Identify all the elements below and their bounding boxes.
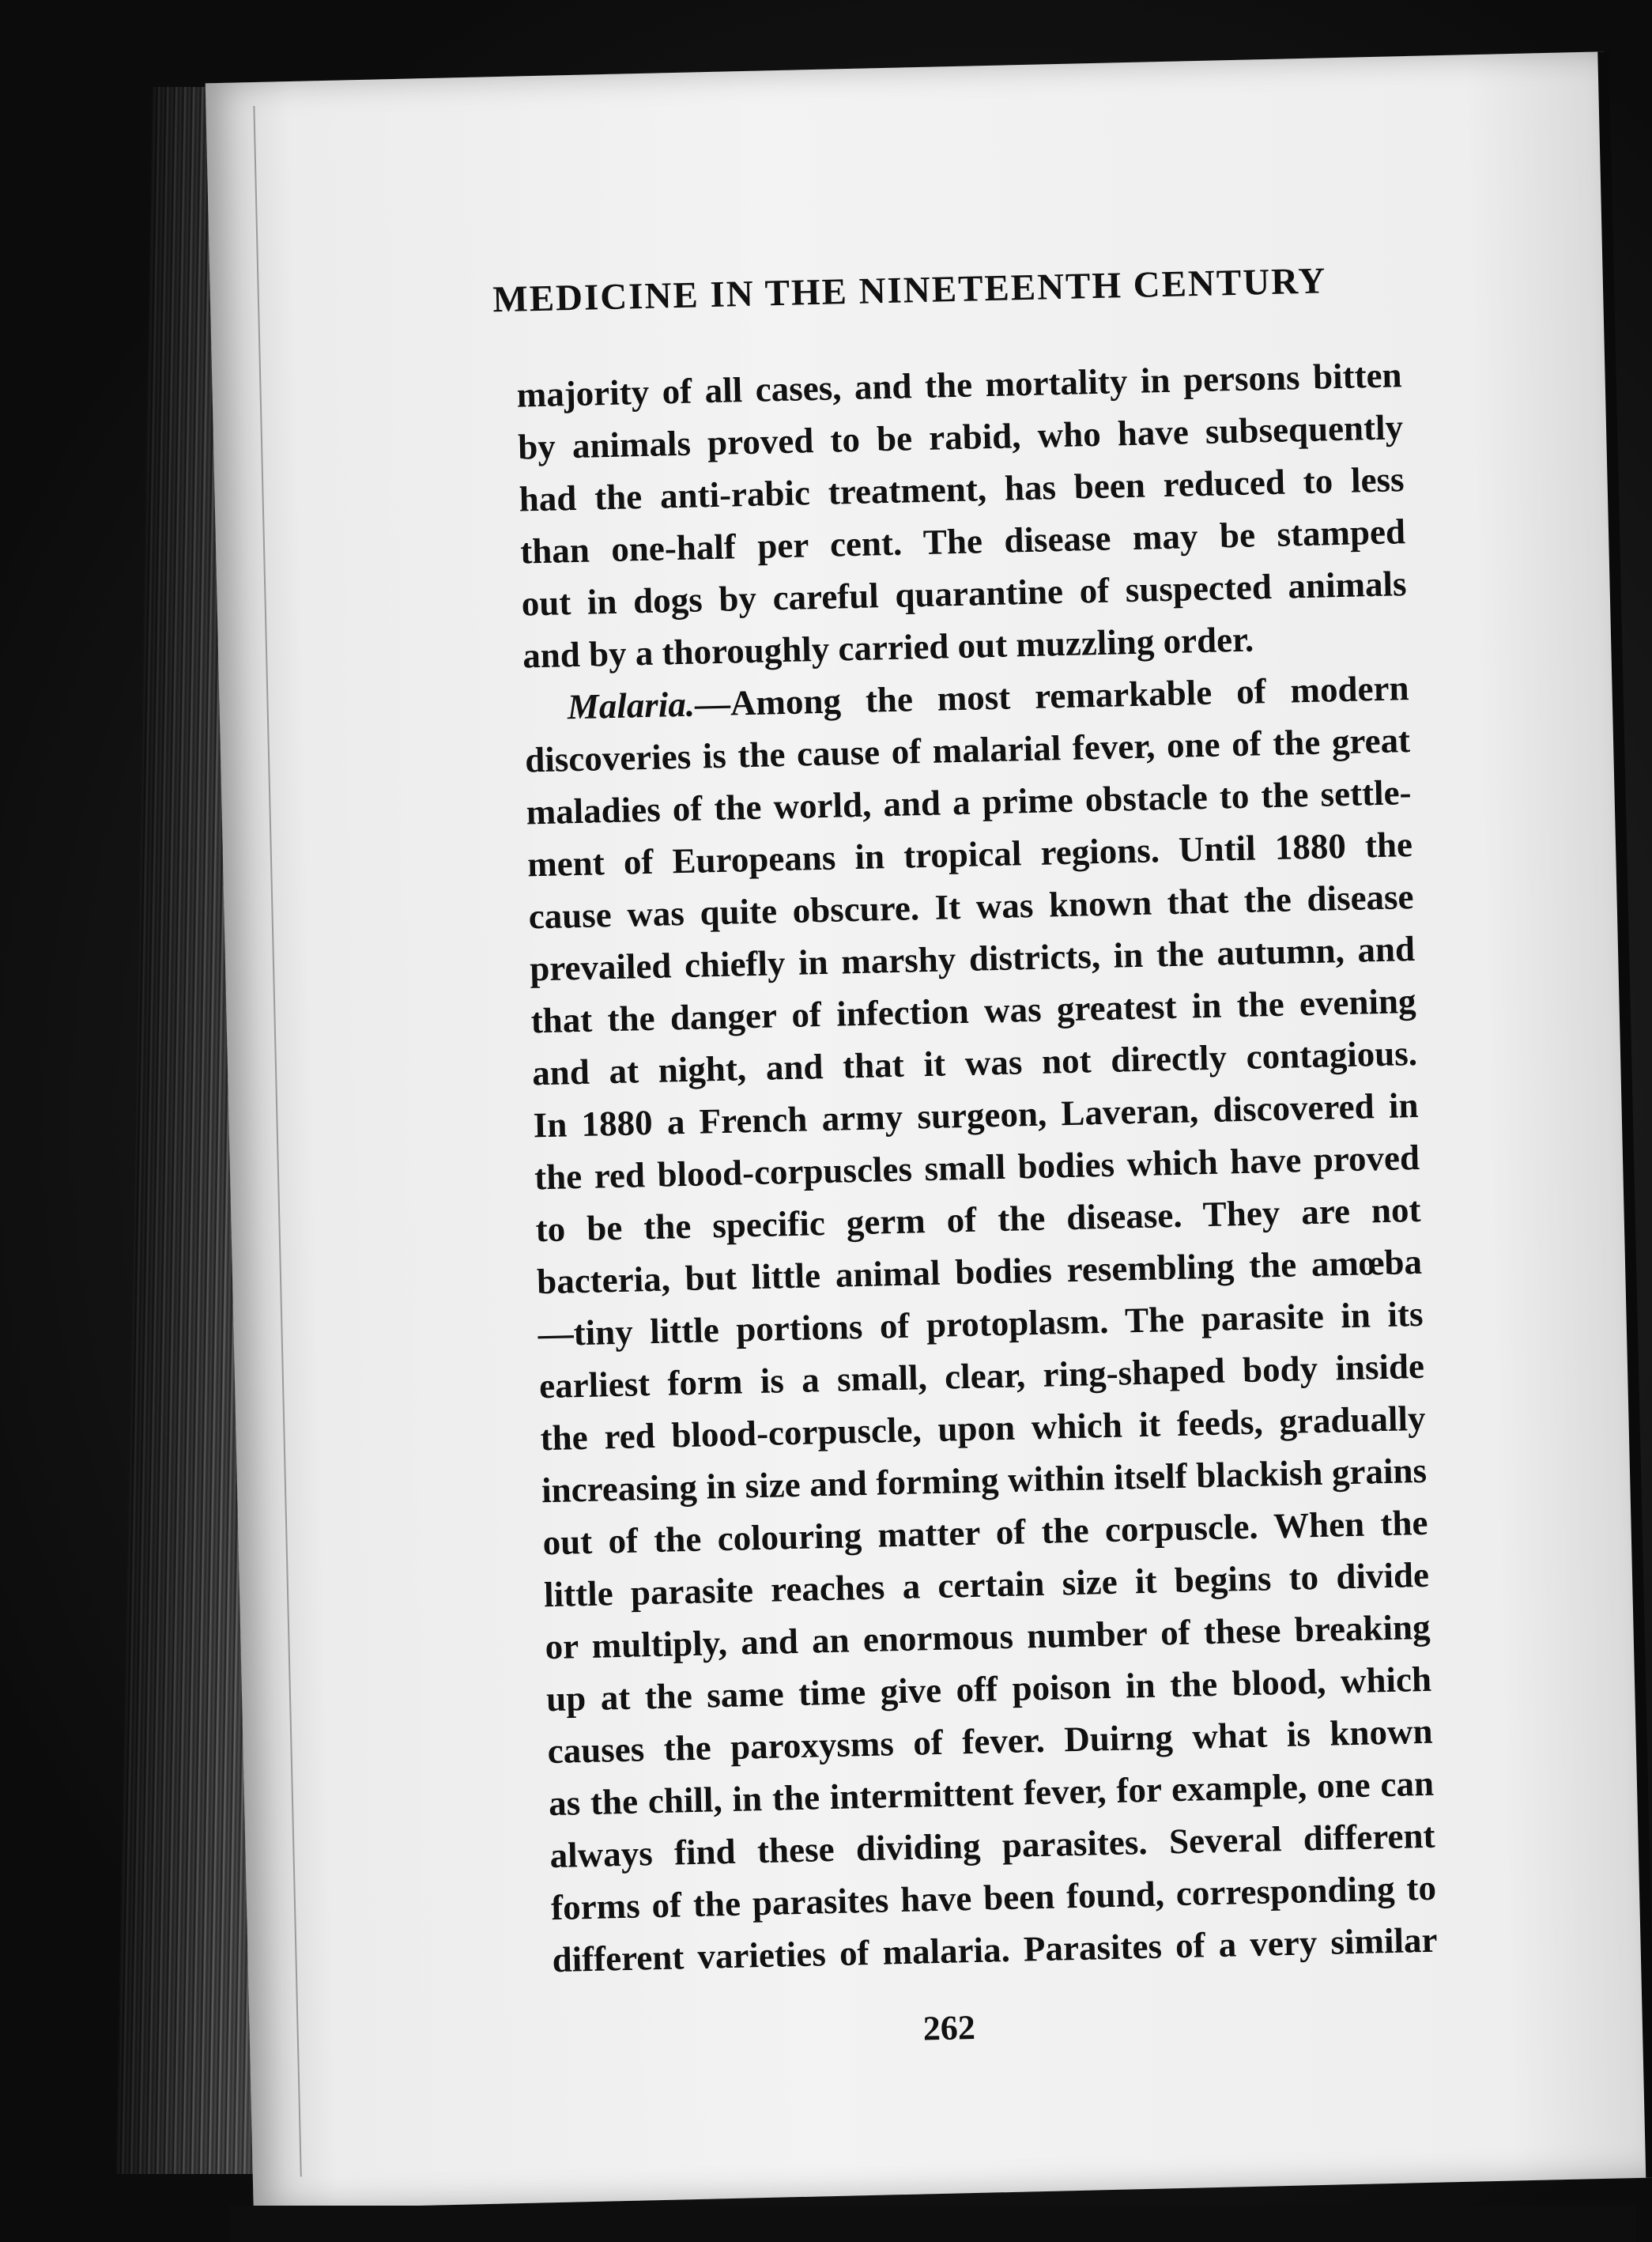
text-line: that the danger of infection was greatest in the evening	[530, 980, 1417, 1041]
text-line: —tiny little portions of protoplasm. The parasite in its	[537, 1293, 1424, 1354]
text-line: little parasite reaches a certain size it begins to divide	[543, 1554, 1430, 1615]
text-line: by animals proved to be rabid, who have subsequently	[517, 407, 1404, 467]
text-line: ment of Europeans in tropical regions. Until 1880 the	[526, 825, 1413, 885]
text-line: or multiply, and an enormous number of these breaking	[545, 1606, 1431, 1667]
paragraph-malaria	[523, 662, 1438, 1986]
page-number: 262	[922, 2007, 976, 2048]
text-line: and at night, and that it was not directly contagious.	[531, 1032, 1418, 1093]
text-line: as the chill, in the intermittent fever, for example, one can	[548, 1763, 1435, 1824]
text-line: increasing in size and forming within itself blackish grains	[541, 1450, 1428, 1511]
text-line: majority of all cases, and the mortality in persons bitten	[516, 355, 1403, 415]
text-line: bacteria, but little animal bodies resembling the amœba	[536, 1241, 1423, 1302]
text-line: up at the same time give off poison in the blood, which	[545, 1659, 1432, 1719]
text-line: than one-half per cent. The disease may be stamped	[519, 511, 1406, 572]
text-line: In 1880 a French army surgeon, Laveran, discovered in	[533, 1085, 1419, 1146]
text-line: the red blood-corpuscles small bodies which have proved	[534, 1137, 1420, 1198]
book-page	[206, 51, 1652, 2209]
text-line: had the anti-rabic treatment, has been reduced to less	[519, 459, 1405, 519]
scan-bottom-edge	[229, 2206, 1636, 2242]
text-line: earliest form is a small, clear, ring-shaped body inside	[538, 1346, 1425, 1406]
text-line: cause was quite obscure. It was known that the disease	[528, 877, 1415, 937]
text-line: out of the colouring matter of the corpuscle. When the	[542, 1502, 1428, 1563]
text-line: the red blood-corpuscle, upon which it feeds, gradually	[540, 1398, 1426, 1459]
text-line: out in dogs by careful quarantine of suspected animals	[521, 564, 1408, 624]
text-line: to be the specific germ of the disease. They are not	[535, 1189, 1421, 1250]
text-line: different varieties of malaria. Parasites of a very similar	[552, 1919, 1438, 1980]
text-line: maladies of the world, and a prime obstacle to the settle-	[526, 772, 1412, 832]
text-line: discoveries is the cause of malarial fever, one of the great	[524, 720, 1411, 780]
page-fold-line	[253, 106, 301, 2176]
text-line: causes the paroxysms of fever. Duirng what is known	[547, 1711, 1433, 1772]
text-line: prevailed chiefly in marshy districts, in the autumn, and	[529, 928, 1416, 989]
body-text	[516, 349, 1438, 1986]
text-line-rest: —Among the most remarkable of modern	[694, 668, 1410, 724]
text-line: forms of the parasites have been found, corresponding to	[550, 1867, 1437, 1928]
paragraph-rabies	[516, 349, 1409, 681]
text-line: always find these dividing parasites. Several different	[549, 1815, 1435, 1876]
section-heading-malaria: Malaria.	[567, 684, 696, 727]
running-head: MEDICINE IN THE NINETEENTH CENTURY	[492, 260, 1327, 321]
text-line: and by a thoroughly carried out muzzling order.	[522, 619, 1254, 676]
